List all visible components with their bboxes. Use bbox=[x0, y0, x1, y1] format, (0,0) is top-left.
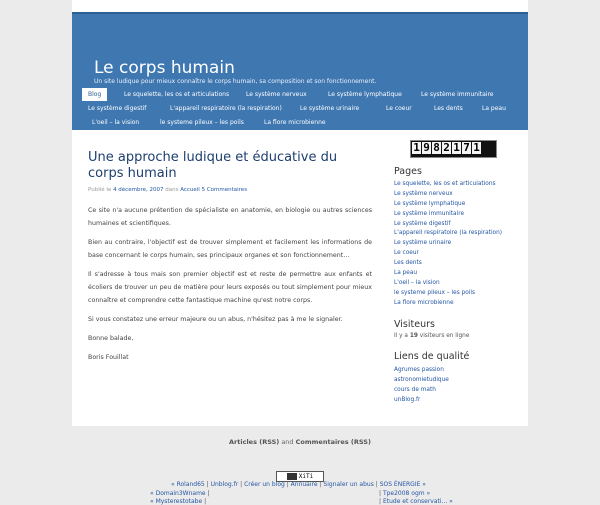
footer-link-prev-blog[interactable]: « Roland65 bbox=[171, 481, 205, 488]
links-list bbox=[394, 366, 449, 406]
post-paragraph: Bonne balade, bbox=[88, 335, 134, 342]
pages-list bbox=[394, 180, 502, 309]
post-meta bbox=[88, 186, 372, 194]
site-header bbox=[72, 12, 528, 130]
counter-digit: 8 bbox=[433, 141, 440, 154]
visit-counter bbox=[410, 140, 497, 158]
sidebar-page-item bbox=[394, 279, 502, 289]
sidebar-page-item bbox=[394, 289, 502, 299]
post-title[interactable] bbox=[88, 150, 372, 182]
sidebar-page-link[interactable]: La flore microbienne bbox=[394, 299, 454, 306]
sidebar-page-link[interactable]: Le système nerveux bbox=[394, 190, 453, 197]
counter-digit: 9 bbox=[423, 141, 430, 154]
xiti-label: XiTi bbox=[298, 473, 314, 480]
footer-link-create-blog[interactable]: Créer un blog bbox=[244, 481, 285, 488]
sidebar-quality-link[interactable]: cours de math bbox=[394, 386, 436, 393]
footer-link-unblog[interactable]: Unblog.fr bbox=[210, 481, 239, 488]
counter-digit: 2 bbox=[443, 141, 450, 154]
sidebar-quality-link[interactable]: unBlog.fr bbox=[394, 396, 421, 403]
post-title-link[interactable]: Une approche ludique et éducative du corps humain bbox=[88, 150, 338, 181]
sidebar-quality-link-item bbox=[394, 366, 449, 376]
visiteurs-heading: Visiteurs bbox=[394, 319, 435, 330]
sidebar-page-link[interactable]: Le système immunitaire bbox=[394, 210, 465, 217]
visitors-prefix: Il y a bbox=[394, 333, 408, 339]
footer-rss bbox=[0, 438, 600, 446]
counter-digit: 7 bbox=[463, 141, 470, 154]
footer-next-blog-3: | Etude et conservati... » bbox=[379, 498, 453, 505]
page-container bbox=[72, 0, 528, 426]
footer-link-annuaire[interactable]: Annuaire bbox=[290, 481, 318, 488]
nav-item-blog[interactable]: Blog bbox=[82, 88, 107, 101]
sidebar-page-item bbox=[394, 259, 502, 269]
sidebar-quality-link[interactable]: Agrumes passion bbox=[394, 367, 444, 373]
sidebar-quality-link-item bbox=[394, 396, 449, 406]
post-paragraph: Il s'adresse à tous mais son premier objectif est et reste de permettre aux enfants et écoliers de trouver un peu de matière pour leurs exposés ou tout simplement pour mieux connaître et comprendre cette fantastique machine qu'est notre corps. bbox=[88, 271, 372, 304]
nav-item-oeil[interactable]: L'oeil – la vision bbox=[92, 119, 140, 126]
counter-digit: 1 bbox=[413, 141, 420, 154]
sidebar-page-item bbox=[394, 200, 502, 210]
xiti-logo-icon bbox=[287, 473, 297, 480]
sidebar-page-link[interactable]: le systeme pileux – les poils bbox=[394, 289, 476, 296]
post-meta-prefix: Publié le bbox=[88, 187, 112, 193]
visitors-online bbox=[394, 333, 469, 339]
sidebar-quality-link-item bbox=[394, 376, 449, 386]
nav-item-respiratoire[interactable]: L'appareil respiratoire (la respiration) bbox=[170, 105, 282, 112]
sidebar-page-link[interactable]: Les dents bbox=[394, 260, 422, 267]
visitors-count: 19 bbox=[409, 333, 418, 339]
nav-item-digestif[interactable]: Le système digestif bbox=[88, 105, 147, 112]
nav-item-pileux[interactable]: le systeme pileux – les poils bbox=[160, 119, 244, 126]
footer-links-row: « Roland65 | Unblog.fr | Créer un blog | Annuaire | Signaler un abus | SOS ÉNERGIE » bbox=[171, 481, 426, 488]
footer-link-next-blog-3[interactable]: Etude et conservati... » bbox=[382, 498, 453, 505]
counter-digit: 1 bbox=[453, 141, 460, 154]
sidebar-page-link[interactable]: La peau bbox=[394, 270, 418, 277]
counter-digit: 1 bbox=[473, 141, 480, 154]
sidebar-page-item bbox=[394, 239, 502, 249]
post-date-link[interactable]: 4 décembre, 2007 bbox=[113, 187, 164, 193]
nav-item-immunitaire[interactable]: Le système immunitaire bbox=[421, 91, 494, 98]
site-description: Un site ludique pour mieux connaître le corps humain, sa composition et son fonctionnement. bbox=[94, 78, 377, 85]
sidebar-page-item bbox=[394, 180, 502, 190]
nav-item-lymphatique[interactable]: Le système lymphatique bbox=[328, 91, 402, 98]
sidebar-page-item bbox=[394, 269, 502, 279]
footer-link-report-abuse[interactable]: Signaler un abus bbox=[323, 481, 374, 488]
sidebar-page-link[interactable]: L'oeil – la vision bbox=[394, 279, 440, 286]
nav-item-urinaire[interactable]: Le système urinaire bbox=[300, 105, 360, 112]
footer-link-prev-blog-3[interactable]: « Mysterestotabe bbox=[150, 498, 203, 505]
footer-next-blog-2: | Tpe2008 ogm » bbox=[379, 490, 431, 497]
post-paragraph: Si vous constatez une erreur majeure ou un abus, n'hésitez pas à me le signaler. bbox=[88, 316, 343, 323]
sidebar-page-item bbox=[394, 249, 502, 259]
post-paragraph: Bien au contraire, l'objectif est de trouver simplement et facilement les informations de base concernant le corps humain, ses principaux organes et son fonctionnement… bbox=[88, 239, 372, 259]
sidebar-quality-link[interactable]: astronomietudique bbox=[394, 376, 449, 383]
main-content bbox=[88, 150, 372, 370]
visitors-suffix: visiteurs en ligne bbox=[419, 333, 470, 339]
sidebar-page-link[interactable]: L'appareil respiratoire (la respiration) bbox=[394, 230, 503, 237]
sidebar-page-item bbox=[394, 210, 502, 220]
post-comments-link[interactable]: 5 Commentaires bbox=[201, 187, 248, 193]
nav-item-flore[interactable]: La flore microbienne bbox=[264, 119, 326, 126]
footer-link-next-blog[interactable]: SOS ÉNERGIE » bbox=[379, 481, 426, 488]
nav-item-nerveux[interactable]: Le système nerveux bbox=[246, 91, 307, 98]
post-category-link[interactable]: Accueil bbox=[180, 187, 200, 193]
sidebar-page-item bbox=[394, 190, 502, 200]
sidebar-page-link[interactable]: Le squelette, les os et articulations bbox=[394, 181, 496, 187]
sidebar-page-link[interactable]: Le système urinaire bbox=[394, 240, 452, 247]
site-title[interactable]: Le corps humain bbox=[94, 58, 235, 78]
sidebar-page-item bbox=[394, 299, 502, 309]
nav-item-coeur[interactable]: Le coeur bbox=[386, 105, 412, 112]
sidebar-page-link[interactable]: Le système digestif bbox=[394, 220, 451, 227]
sidebar-page-item bbox=[394, 229, 502, 239]
footer-prev-blog-2: « Domain3Wname | bbox=[150, 490, 210, 497]
nav-item-squelette[interactable]: Le squelette, les os et articulations bbox=[124, 91, 230, 98]
sidebar-page-link[interactable]: Le coeur bbox=[394, 250, 419, 257]
footer-link-next-blog-2[interactable]: Tpe2008 ogm » bbox=[382, 490, 431, 497]
nav-item-dents[interactable]: Les dents bbox=[434, 105, 463, 112]
sidebar-page-link[interactable]: Le système lymphatique bbox=[394, 200, 466, 207]
sidebar-page-item bbox=[394, 220, 502, 230]
footer-and: and bbox=[281, 438, 294, 446]
footer-link-prev-blog-2[interactable]: « Domain3Wname bbox=[150, 490, 206, 497]
pages-heading: Pages bbox=[394, 166, 422, 177]
sidebar-quality-link-item bbox=[394, 386, 449, 396]
links-heading: Liens de qualité bbox=[394, 351, 470, 362]
footer-prev-blog-3: « Mysterestotabe | bbox=[150, 498, 207, 505]
comments-rss-link[interactable]: Commentaires (RSS) bbox=[295, 438, 371, 446]
post-meta-in: dans bbox=[165, 187, 179, 193]
nav-item-peau[interactable]: La peau bbox=[482, 105, 506, 112]
articles-rss-link[interactable]: Articles (RSS) bbox=[229, 438, 280, 446]
post-paragraph: Ce site n'a aucune prétention de spécialiste en anatomie, en biologie ou autres sciences humaines et scientifiques. bbox=[88, 207, 372, 227]
post-signature: Boris Fouillat bbox=[88, 354, 129, 361]
